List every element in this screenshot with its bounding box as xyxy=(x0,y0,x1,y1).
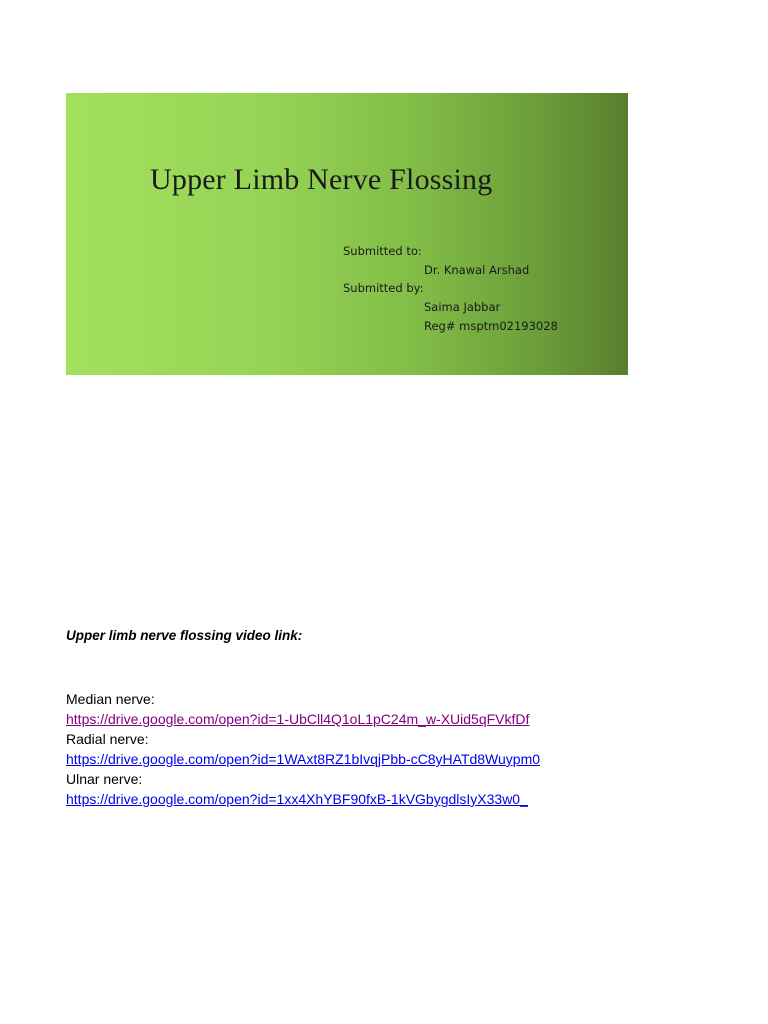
slide-title: Upper Limb Nerve Flossing xyxy=(150,163,493,196)
median-nerve-link[interactable]: https://drive.google.com/open?id=1-UbCll4Q1oL1pC24m_w-XUid5qFVkfDf xyxy=(66,711,530,727)
ulnar-nerve-link[interactable]: https://drive.google.com/open?id=1xx4XhYBF90fxB-1kVGbygdlsIyX33w0_ xyxy=(66,791,528,807)
submitted-by-label: Submitted by: xyxy=(343,281,424,295)
ulnar-nerve-label: Ulnar nerve: xyxy=(66,771,143,787)
submitted-to-name: Dr. Knawal Arshad xyxy=(424,263,530,277)
title-slide-image xyxy=(66,93,628,375)
video-link-heading: Upper limb nerve flossing video link: xyxy=(66,628,303,643)
registration-number: Reg# msptm02193028 xyxy=(424,319,558,333)
radial-nerve-link[interactable]: https://drive.google.com/open?id=1WAxt8RZ1bIvqjPbb-cC8yHATd8Wuypm0 xyxy=(66,751,541,767)
submitted-by-name: Saima Jabbar xyxy=(424,300,501,314)
submitted-to-label: Submitted to: xyxy=(343,244,422,258)
radial-nerve-label: Radial nerve: xyxy=(66,731,149,747)
median-nerve-label: Median nerve: xyxy=(66,691,155,707)
